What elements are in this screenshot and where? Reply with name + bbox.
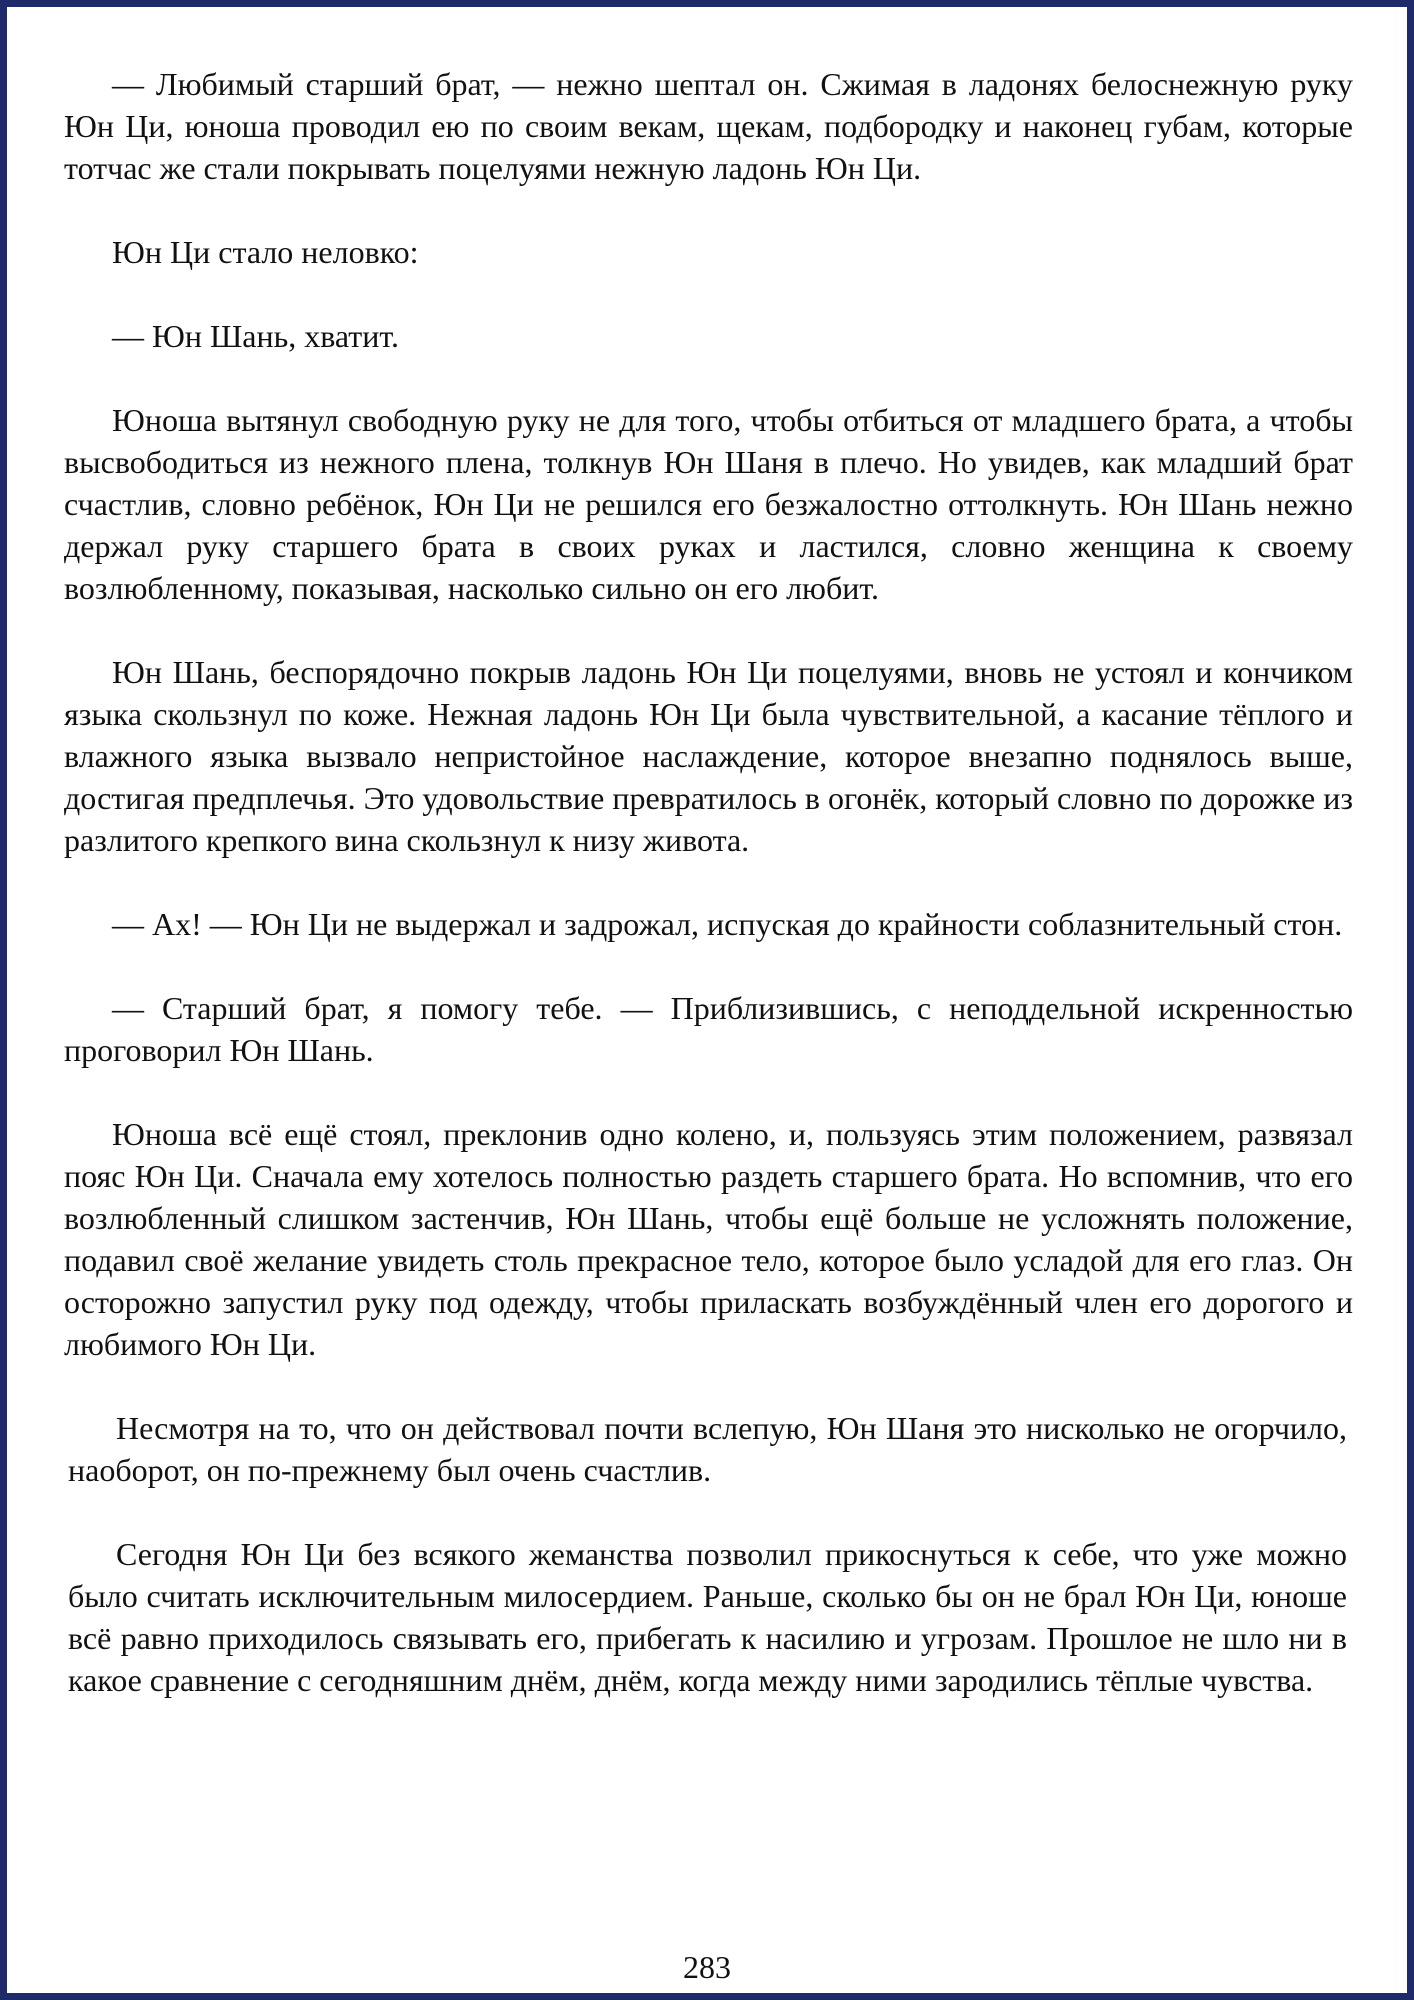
paragraph-10: Сегодня Юн Ци без всякого жеманства позволил прикоснуться к себе, что уже можно было считать исключительным милосердием. Раньше, сколько бы он не брал Юн Ци, юноше всё равно приходилось связывать его, прибегать к насилию и угрозам. Прошлое не шло ни в какое сравнение с сегодняшним днём, днём, когда между ними зародились тёплые чувства. bbox=[68, 1536, 1347, 1698]
paragraph-7: — Старший брат, я помогу тебе. — Приблизившись, с неподдельной искренностью проговорил Юн Шань. bbox=[64, 990, 1353, 1068]
paragraph-2: Юн Ци стало неловко: bbox=[112, 234, 419, 270]
paragraph-9: Несмотря на то, что он действовал почти вслепую, Юн Шаня это нисколько не огорчило, наоборот, он по-прежнему был очень счастлив. bbox=[68, 1410, 1347, 1488]
paragraph-5: Юн Шань, беспорядочно покрыв ладонь Юн Ци поцелуями, вновь не устоял и кончиком языка скользнул по коже. Нежная ладонь Юн Ци была чувствительной, а касание тёплого и влажного языка вызвало непристойное наслаждение, которое внезапно поднялось выше, достигая предплечья. Это удовольствие превратилось в огонёк, который словно по дорожке из разлитого крепкого вина скользнул к низу живота. bbox=[64, 654, 1353, 858]
paragraph-4: Юноша вытянул свободную руку не для того, чтобы отбиться от младшего брата, а чтобы высвободиться из нежного плена, толкнув Юн Шаня в плечо. Но увидев, как младший брат счастлив, словно ребёнок, Юн Ци не решился его безжалостно оттолкнуть. Юн Шань нежно держал руку старшего брата в своих руках и ластился, словно женщина к своему возлюбленному, показывая, насколько сильно он его любит. bbox=[64, 402, 1353, 606]
paragraph-1: — Любимый старший брат, — нежно шептал он. Сжимая в ладонях белоснежную руку Юн Ци, юноша проводил ею по своим векам, щекам, подбородку и наконец губам, которые тотчас же стали покрывать поцелуями нежную ладонь Юн Ци. bbox=[64, 66, 1353, 186]
page-number: 283 bbox=[683, 1949, 731, 1985]
page-content bbox=[64, 63, 1353, 1743]
paragraph-6: — Ах! — Юн Ци не выдержал и задрожал, испуская до крайности соблазнительный стон. bbox=[112, 906, 1343, 942]
paragraph-3: — Юн Шань, хватит. bbox=[112, 318, 399, 354]
paragraph-8: Юноша всё ещё стоял, преклонив одно колено, и, пользуясь этим положением, развязал пояс Юн Ци. Сначала ему хотелось полностью раздеть старшего брата. Но вспомнив, что его возлюбленный слишком застенчив, Юн Шань, чтобы ещё больше не усложнять положение, подавил своё желание увидеть столь прекрасное тело, которое было усладой для его глаз. Он осторожно запустил руку под одежду, чтобы приласкать возбуждённый член его дорогого и любимого Юн Ци. bbox=[64, 1116, 1353, 1362]
